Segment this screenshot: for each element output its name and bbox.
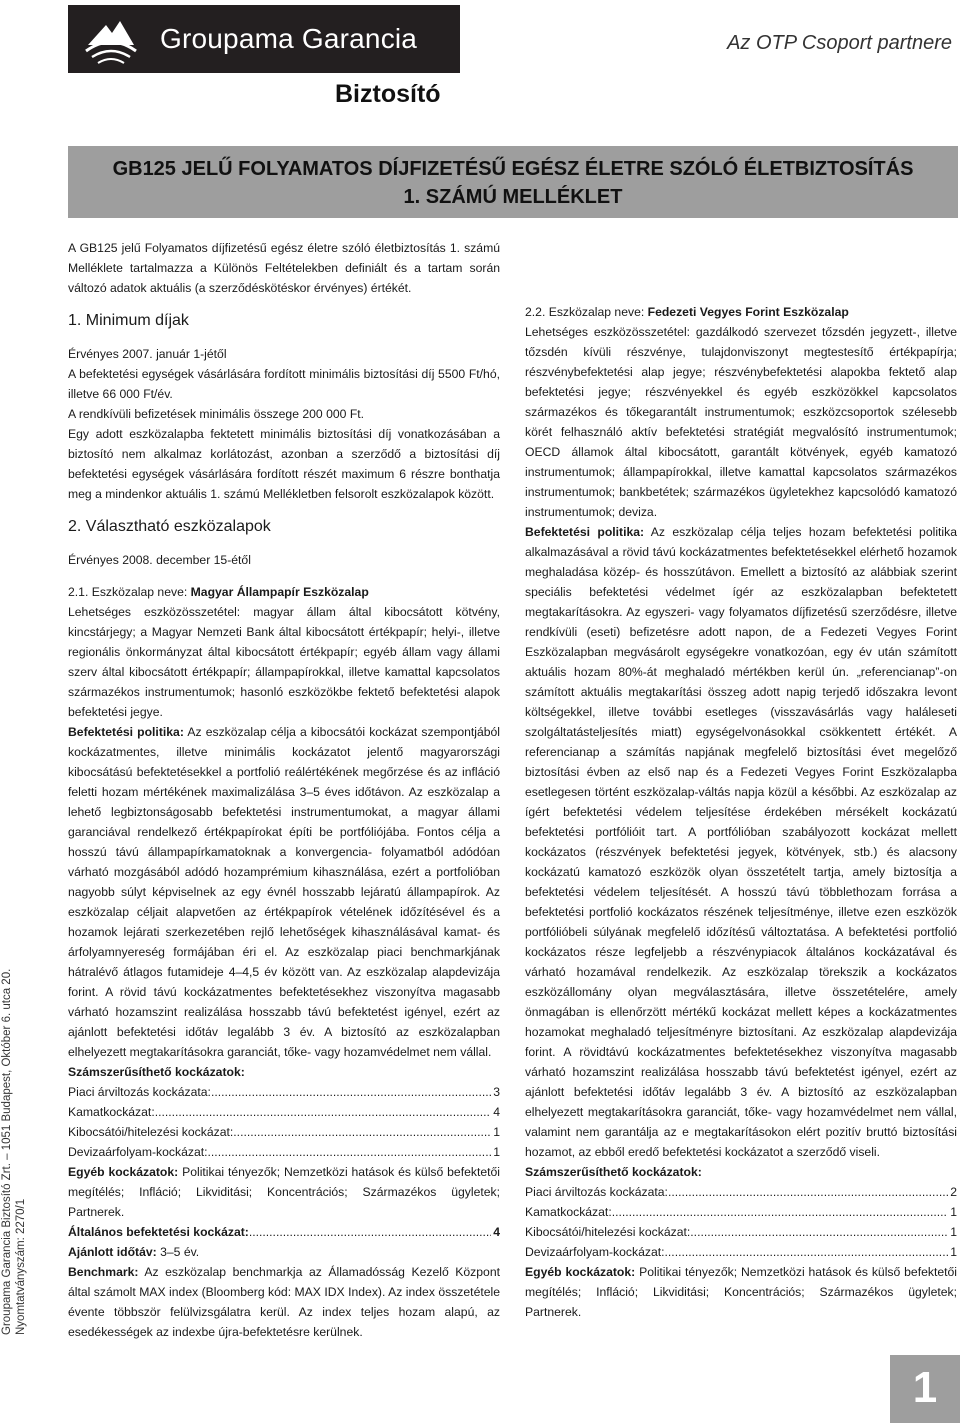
recommended-horizon (68, 1242, 500, 1262)
other-risks-label: Egyéb kockázatok: (525, 1265, 636, 1279)
composition-text: magyar állam által kibocsátott kötvény, kincstárjegy; a Magyar Nemzeti Bank által kibocsátott értékpapír; helyi-, illetve regionális önkormányzat által kibocsátott értékpapír; egyéb állam vagy állami szerv által kibocsátott értékpapír; állampapírokkal, illetve kamattal kapcsolatos származékos instrumentumok; hasonló eszközökbe fektető befektetési alapok befektetési jegye. (68, 605, 500, 719)
risk-row: Piaci árviltozás kockázata: ..... 3 (68, 1082, 500, 1102)
policy-label: Befektetési politika: (525, 525, 645, 539)
section-1-heading: 1. Minimum díjak (68, 312, 189, 329)
document-title (68, 146, 958, 218)
subtitle: Biztosító (335, 80, 441, 108)
benchmark-text: Az eszközalap benchmarkja az Államadósság Kezelő Központ által számolt MAX index (Bloomberg kód: MAX IDX Index). Az index összetétele évente többször felülvizsgálatra kerül. Az index teljes hozam alapú, az esedékességek az indexbe újra-befektetésre kerülnek. (68, 1265, 500, 1339)
composition-label: Lehetséges eszközösszetétel: (68, 605, 241, 619)
vertical-footer (0, 969, 28, 1335)
fund-2-1-policy (68, 722, 500, 1062)
risks-label: Számszerűsíthető kockázatok: (68, 1065, 245, 1079)
fund-2-1-prefix: 2.1. Eszközalap neve: (68, 585, 188, 599)
horizon-value: 3–5 év. (160, 1245, 200, 1259)
fund-2-2-policy (525, 522, 957, 1162)
section-2-valid: Érvényes 2008. december 15-étől (68, 553, 251, 567)
fund-2-1-name: Magyar Állampapír Eszközalap (190, 585, 369, 599)
risk-row: Kibocsátói/hitelezési kockázat: ..... 1 (525, 1222, 957, 1242)
risk-row: Piaci árviltozás kockázata: ..... 2 (525, 1182, 957, 1202)
other-risks (68, 1162, 500, 1222)
risk-row: Devizaárfolyam-kockázat: ..... 1 (525, 1242, 957, 1262)
fund-2-2-composition (525, 322, 957, 522)
benchmark (68, 1262, 500, 1342)
form-number: Nyomtatványszám: 2270/1 (15, 1198, 27, 1335)
page-number: 1 (912, 1363, 938, 1412)
policy-text: Az eszközalap célja teljes hozam befektetési politika alkalmazásával a rövid távú kockázatmentes befektetésekkel elérhető hozamok meghaladása közép- és hosszútávon. Emellett a biztosító az alábbiak szerint speciális befektetési védelmet ígér az eszközalapban befektetett megtakarításokra. Az egyszeri- vagy folyamatos díjfizetésű szerződésre, illetve rendkívüli (eseti) befizetésre adott napon, de a Fedezeti Vegyes Forint Eszközalapban megvásárolt egységekre vonatkozóan, egy év után számított aktuális hozam 80%-át meghaladó mértékben kerül ún. „referencianap”-on számított aktuális megtakarítási összeg adott napig terjedő időszakra levont költségekkel, illetve további esetleges (visszavásárlás vagy haláleseti szolgáltatásteljesítés miatt) egységelvonásokkal csökkentett értékét. A referencianap a számítás napjának megfelelő biztosítási évet megelőző biztosítási évben az első nap és a Fedezeti Vegyes Forint Eszközalapba esetlegesen történt eszközalap-váltás napja közül a későbbi. Az eszközalap az ígért befektetési védelem teljesítése érdekében mérsékelt kockázatú befektetési portfólióit tart. A portfólióban szabályozott kockázat mellett kockázatos (részvények befektetési jegyek, kötvények, stb.) és alacsony kockázatú kamatozó eszközök olyan összetételt tartja, amely biztosítja a befektetési védelem teljesítését. A hosszú távú többlethozam forrása a befektetési portfolió kockázatos részének teljesítménye, illetve ezen eszközök portfólióbeli súlyának megfelelő időzítésű változtatása. A befektetési portfolió kockázatos része legfeljebb a részvénypiacok általános kockázatával és várható hozamával rendelkezik. Az eszközalap törekszik a kockázatos eszközállomány olyan megválasztására, illetve összetételére, amely önmagában is ellenőrzött mértékű kockázat mellett képes a kockázatmentes hozamokat meghaladó teljesítményre biztosítani. Az eszközalap alapdevizája forint. A rövidtávú kockázatmentes befektetésekhez viszonyítva magasabb várható hozamszint realizálása hosszabb távú befektetést igényel, ezért az ajánlott befektetési időtáv legalább 3 év. A biztosító az eszközalapban elhelyezett megtakarításokra garanciát, tőke- vagy hozamvédelmet nem vállal, valamint nem garantálja az e megtakarításokon elért pozitív bruttó biztosítási hozamot, az ebből eredő befektetési kockázatot a szerződő viseli. (525, 525, 957, 1159)
policy-label: Befektetési politika: (68, 725, 184, 739)
title-line-2: 1. SZÁMÚ MELLÉKLET (403, 186, 623, 208)
horizon-label: Ajánlott időtáv: (68, 1245, 157, 1259)
risk-row: Devizaárfolyam-kockázat: ..... 1 (68, 1142, 500, 1162)
intro-paragraph: A GB125 jelű Folyamatos díjfizetésű egész életre szóló életbiztosítás 1. számú Melléklete tartalmazza a Különös Feltételekben definiált és a tartam során változó adatok aktuális (a szerződéskötéskor érvényes) értékét. (68, 241, 500, 295)
logo-text: Groupama Garancia (160, 23, 418, 54)
risk-row: Kamatkockázat: ..... 1 (525, 1202, 957, 1222)
section-1-paragraph-3: Egy adott eszközalapba fektetett minimális biztosítási díj vonatkozásában a biztosító nem alkalmaz korlátozást, azonban a szerződő a biztosítási díj befektetési egységek vásárlására fordított részét maximum 6 részre bonthatja meg a mindenkor aktuális 1. számú Mellékletben felsorolt eszközalapok között. (68, 427, 500, 501)
title-line-1: GB125 JELŰ FOLYAMATOS DÍJFIZETÉSŰ EGÉSZ ÉLETRE SZÓLÓ ÉLETBIZTOSÍTÁS (112, 158, 914, 180)
other-risks (525, 1262, 957, 1322)
benchmark-label: Benchmark: (68, 1265, 139, 1279)
fund-2-2-name: Fedezeti Vegyes Forint Eszközalap (647, 305, 849, 319)
section-1-paragraph-1: A befektetési egységek vásárlására fordított minimális biztosítási díj 5500 Ft/hó, illetve 66 000 Ft/év. (68, 367, 500, 401)
groupama-logo (68, 5, 460, 73)
section-1-valid: Érvényes 2007. január 1-jétől (68, 347, 227, 361)
groupama-logo-icon (82, 11, 140, 67)
risks-label: Számszerűsíthető kockázatok: (525, 1165, 702, 1179)
fund-2-2-title (525, 302, 957, 322)
other-risks-text: Politikai tényezők; Nemzetközi hatások és külső befektetői megítélés; Infláció; Likviditási; Koncentrációs; Származékos ügyletek; Partnerek. (525, 1265, 957, 1319)
partner-tagline: Az OTP Csoport partnere (727, 32, 952, 54)
company-address: Groupama Garancia Biztosító Zrt. – 1051 Budapest, Október 6. utca 20. (1, 968, 13, 1335)
other-risks-text: Politikai tényezők; Nemzetközi hatások és külső befektetői megítélés; Infláció; Likviditási; Koncentrációs; Származékos ügyletek; Partnerek. (68, 1165, 500, 1219)
risk-row: Kibocsátói/hitelezési kockázat: ..... 1 (68, 1122, 500, 1142)
right-column (525, 302, 957, 1322)
section-1-paragraph-2: A rendkívüli befizetések minimális összege 200 000 Ft. (68, 407, 365, 421)
section-2-heading: 2. Választható eszközalapok (68, 518, 271, 535)
fund-2-1-title (68, 582, 500, 602)
risk-row: Kamatkockázat: ..... 4 (68, 1102, 500, 1122)
composition-label: Lehetséges eszközösszetétel: (525, 325, 691, 339)
policy-text: Az eszközalap célja a kibocsátói kockázat szempontjából kockázatmentes, illetve minimális kockázatot jelentő magyarországi kibocsátású befektetésekkel a portfolió reálértékének megőrzése és az infláció feletti hozam mértékének maximalizálása 3–5 éves időtávon. Az eszközalap a lehető legbiztonságosabb befektetési instrumentumokat, a magyar állami garanciával rendelkező értékpapírokat építi be portfóliójába. Fontos célja a hosszú távú állampapírkamatoknak a konvergencia- folyamatból adódóan várható mozgásából adódó hozamprémium kihasználása, ezért a portfolióban nagyobb súlyt képviselnek az egy évnél hosszabb lejáratú állampapírok. Az eszközalap céljait alapvetően az értékpapírok vételének időzítésével és a hozamok lejárati szerkezetében rejlő lehetőségek kihasználásával kamat- és árfolyamnyereség formájában éri el. Az eszközalap piaci benchmarkjának hátralévő átlagos futamideje 4–4,5 év között van. Az eszközalap alapdevizája forint. A rövid távú kockázatmentes befektetésekhez viszonyítva magasabb várható hozamszint realizálása hosszabb távú befektetést igényel, ezért az ajánlott befektetési időtáv legalább 3 év. A biztosító az eszközalapban elhelyezett megtakarításokra garanciát, tőke- vagy hozamvédelmet nem vállal. (68, 725, 501, 1059)
left-column (68, 238, 500, 1342)
fund-2-2-prefix: 2.2. Eszközalap neve: (525, 305, 645, 319)
general-risk-row: Általános befektetési kockázat: ..... 4 (68, 1222, 500, 1242)
fund-2-1-composition (68, 602, 500, 722)
composition-text: gazdálkodó szervezet tőzsdén jegyzett-, illetve tőzsdén kívüli részvénye, tulajdonviszonyt megtestesítő értékpapírja; részvénybefektetési alap jegye; részvénybefektetési alapokba fektető alap befektetési jegye; részvényekkel és egyéb eszközökkel kapcsolatos származékos és tőkegarantált instrumentumok; eszközcsoportok szélesebb körét felhasználó aktív befektetési stratégiát megvalósító instrumentumok; OECD államok által kibocsátott, garantált kötvények, egyéb kamatozó instrumentumok; állampapírokkal, illetve kamattal kapcsolatos származékos instrumentumok; bankbetétek; származékos ügyletekhez kapcsolódó kamatozó instrumentumok; deviza. (525, 325, 957, 519)
page-number-box (890, 1355, 960, 1423)
other-risks-label: Egyéb kockázatok: (68, 1165, 179, 1179)
